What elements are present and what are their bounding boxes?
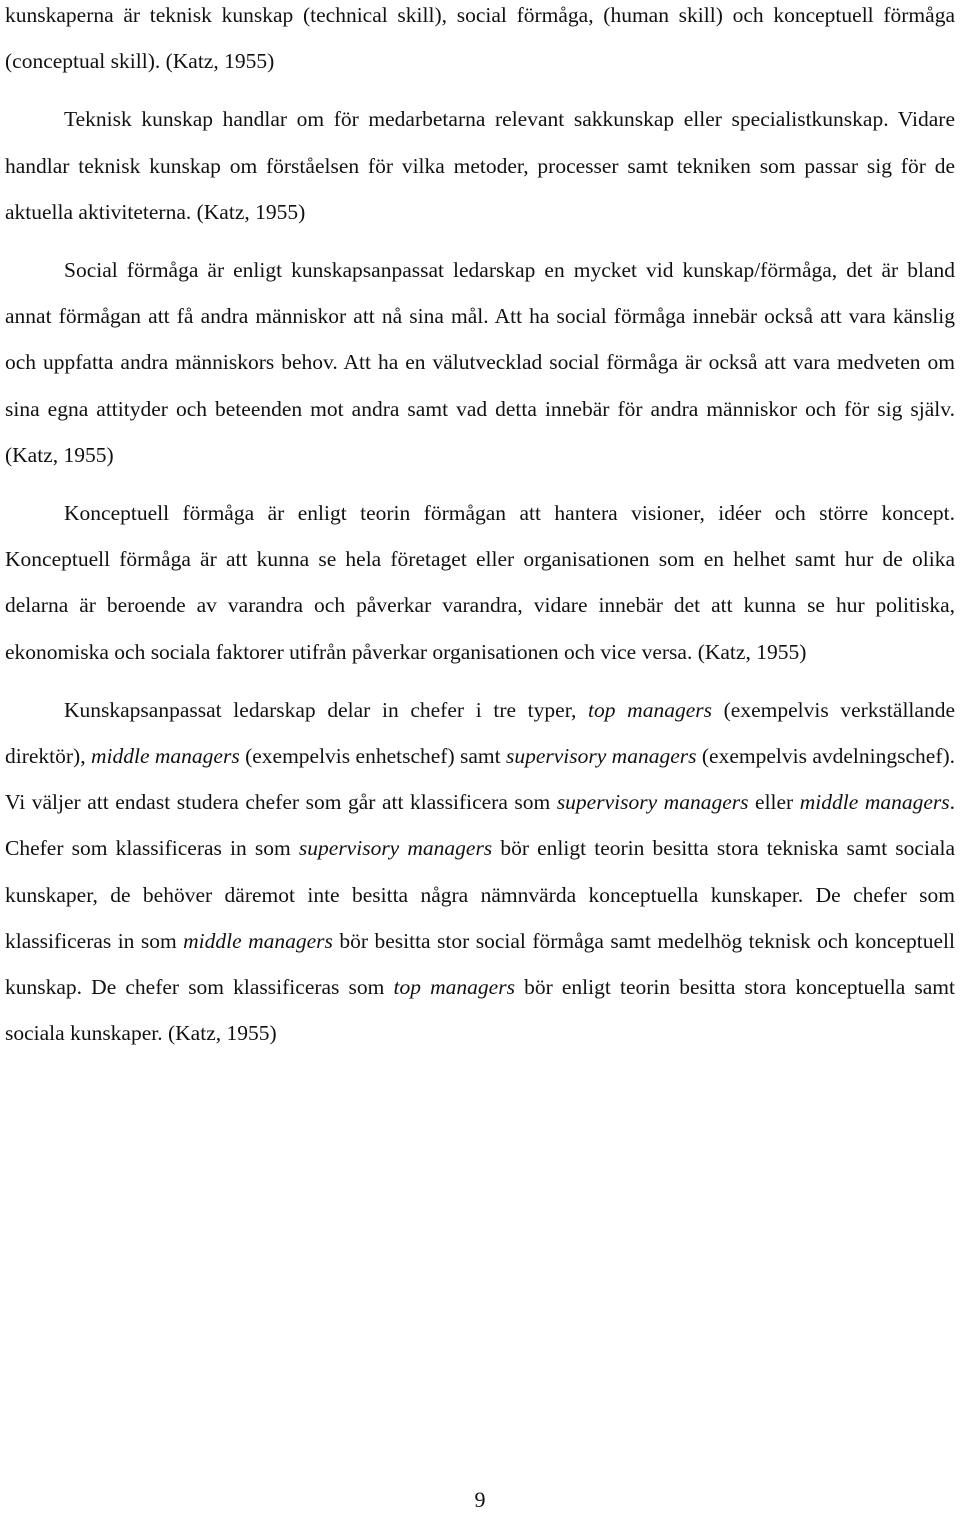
text-run: (exempelvis verkställande direktör), xyxy=(5,697,955,769)
text-run: Konceptuell förmåga är enligt teorin förmågan att hantera visioner, idéer och större koncept. Konceptuell förmåga är att kunna se hela företaget eller organisationen som en helhet samt hur de olika delarna är beroende av varandra och påverkar varandra, vidare innebär det att kunna se hur politiska, ekonomiska och sociala faktorer utifrån påverkar organisationen och vice versa. (Katz, 1955) xyxy=(5,501,955,664)
text-run: eller xyxy=(748,790,800,815)
text-run: Social förmåga är enligt kunskapsanpassat ledarskap en mycket vid kunskap/förmåga, det är bland annat förmågan att få andra människor att nå sina mål. Att ha social förmåga innebär också att vara känslig och uppfatta andra människors behov. Att ha en välutvecklad social förmåga är också att vara medveten om sina egna attityder och beteenden mot andra samt vad detta innebär för andra människor och för sig själv. (Katz, 1955) xyxy=(5,258,955,467)
paragraph-p0 xyxy=(5,0,955,84)
paragraph-p1 xyxy=(5,96,955,235)
italic-term: supervisory managers xyxy=(298,836,493,861)
text-run: Kunskapsanpassat ledarskap delar in chefer i tre typer, xyxy=(64,697,589,722)
text-run: bör enligt teorin besitta stora konceptuella samt sociala kunskaper. (Katz, 1955) xyxy=(5,975,956,1046)
paragraph-p2 xyxy=(5,247,955,478)
text-run: (exempelvis avdelningschef). Vi väljer att endast studera chefer som går att klassificera som xyxy=(5,744,956,815)
italic-term: middle managers xyxy=(799,790,950,815)
italic-term: middle managers xyxy=(90,744,240,769)
paragraph-p3 xyxy=(5,490,955,675)
text-run: Teknisk kunskap handlar om för medarbetarna relevant sakkunskap eller specialistkunskap. Vidare handlar teknisk kunskap om förståelsen för vilka metoder, processer samt tekniken som passar sig för de aktuella aktiviteterna. (Katz, 1955) xyxy=(5,107,955,224)
page-number: 9 xyxy=(474,1487,486,1512)
text-run: kunskaperna är teknisk kunskap (technical skill), social förmåga, (human skill) och konceptuell förmåga (conceptual skill). (Katz, 1955) xyxy=(5,3,955,74)
italic-term: top managers xyxy=(393,975,515,1000)
text-run: bör enligt teorin besitta stora tekniska samt sociala kunskaper, de behöver däremot inte besitta några nämnvärda konceptuella kunskaper. De chefer som klassificeras in som xyxy=(5,836,956,953)
italic-term: middle managers xyxy=(183,928,333,953)
paragraph-p4 xyxy=(5,687,955,1057)
italic-term: top managers xyxy=(588,697,712,722)
italic-term: supervisory managers xyxy=(505,744,697,769)
text-run: bör besitta stor social förmåga samt medelhög teknisk och konceptuell kunskap. De chefer som klassificeras som xyxy=(5,928,955,1000)
italic-term: supervisory managers xyxy=(556,790,749,815)
text-run: (exempelvis enhetschef) samt xyxy=(239,744,506,769)
text-run: . Chefer som klassificeras in som xyxy=(5,790,955,861)
body-text xyxy=(5,0,955,1056)
